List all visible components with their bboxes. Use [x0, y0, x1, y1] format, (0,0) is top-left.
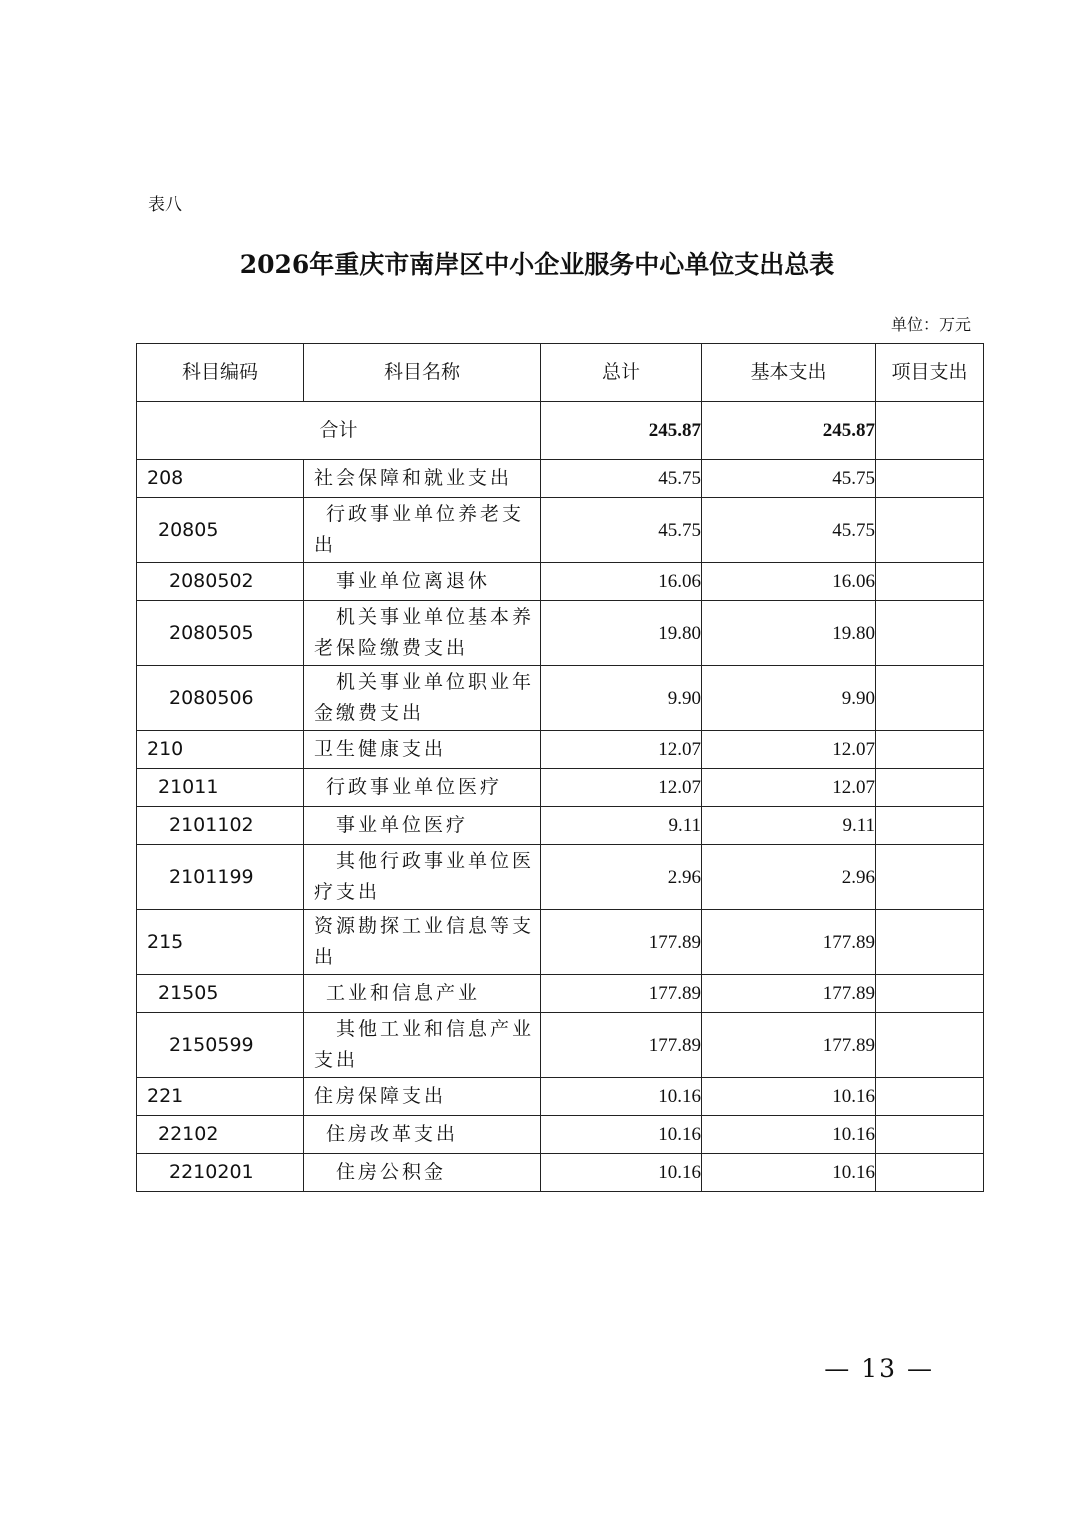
- table-row: [137, 1154, 984, 1192]
- row-basic: 45.75: [702, 460, 876, 498]
- table-row: [137, 1116, 984, 1154]
- row-project: [876, 666, 984, 731]
- row-name: 机关事业单位基本养老保险缴费支出: [304, 601, 541, 666]
- row-project: [876, 731, 984, 769]
- row-name: 社会保障和就业支出: [304, 460, 541, 498]
- row-basic: 12.07: [702, 731, 876, 769]
- table-row: [137, 563, 984, 601]
- row-name: 其他行政事业单位医疗支出: [304, 845, 541, 910]
- row-basic: 10.16: [702, 1154, 876, 1192]
- expenditure-table: [136, 343, 984, 1192]
- row-total: 12.07: [541, 731, 702, 769]
- table-number-label: 表八: [148, 195, 182, 215]
- table-row: [137, 910, 984, 975]
- row-code: 22102: [137, 1116, 304, 1154]
- header-project: 项目支出: [876, 344, 984, 402]
- table-row: [137, 498, 984, 563]
- table-row: [137, 601, 984, 666]
- row-code: 21011: [137, 769, 304, 807]
- row-project: [876, 1078, 984, 1116]
- row-basic: 19.80: [702, 601, 876, 666]
- row-name: 住房保障支出: [304, 1078, 541, 1116]
- row-basic: 177.89: [702, 975, 876, 1013]
- row-total: 9.11: [541, 807, 702, 845]
- header-basic: 基本支出: [702, 344, 876, 402]
- row-code: 20805: [137, 498, 304, 563]
- row-basic: 177.89: [702, 1013, 876, 1078]
- row-name: 行政事业单位养老支出: [304, 498, 541, 563]
- row-total: 12.07: [541, 769, 702, 807]
- row-total: 16.06: [541, 563, 702, 601]
- row-basic: 10.16: [702, 1078, 876, 1116]
- page-number: [0, 1352, 1074, 1386]
- table-row: [137, 731, 984, 769]
- row-name: 事业单位医疗: [304, 807, 541, 845]
- row-code: 2101102: [137, 807, 304, 845]
- row-total: 10.16: [541, 1078, 702, 1116]
- row-basic: 2.96: [702, 845, 876, 910]
- row-code: 2101199: [137, 845, 304, 910]
- header-total: 总计: [541, 344, 702, 402]
- table-row: [137, 807, 984, 845]
- row-code: 2080506: [137, 666, 304, 731]
- row-total: 177.89: [541, 975, 702, 1013]
- row-code: 2080502: [137, 563, 304, 601]
- total-label: 合计: [137, 402, 541, 460]
- table-row: [137, 769, 984, 807]
- row-name: 卫生健康支出: [304, 731, 541, 769]
- row-name: 住房公积金: [304, 1154, 541, 1192]
- row-project: [876, 975, 984, 1013]
- table-row: [137, 460, 984, 498]
- row-code: 210: [137, 731, 304, 769]
- header-code: 科目编码: [137, 344, 304, 402]
- table-row: [137, 1078, 984, 1116]
- row-name: 行政事业单位医疗: [304, 769, 541, 807]
- row-total: 177.89: [541, 1013, 702, 1078]
- row-basic: 10.16: [702, 1116, 876, 1154]
- header-name: 科目名称: [304, 344, 541, 402]
- total-amount: 245.87: [541, 402, 702, 460]
- row-project: [876, 601, 984, 666]
- row-name: 住房改革支出: [304, 1116, 541, 1154]
- row-total: 177.89: [541, 910, 702, 975]
- row-project: [876, 498, 984, 563]
- row-project: [876, 563, 984, 601]
- total-project: [876, 402, 984, 460]
- page-title: 2026年重庆市南岸区中小企业服务中心单位支出总表: [239, 250, 835, 279]
- unit-label: 单位：万元: [890, 315, 971, 334]
- row-project: [876, 807, 984, 845]
- row-code: 208: [137, 460, 304, 498]
- row-project: [876, 910, 984, 975]
- row-total: 45.75: [541, 460, 702, 498]
- table-row: [137, 975, 984, 1013]
- row-basic: 177.89: [702, 910, 876, 975]
- table-header-row: [137, 344, 984, 402]
- row-name: 其他工业和信息产业支出: [304, 1013, 541, 1078]
- row-name: 机关事业单位职业年金缴费支出: [304, 666, 541, 731]
- row-code: 215: [137, 910, 304, 975]
- row-total: 10.16: [541, 1116, 702, 1154]
- table-row: [137, 845, 984, 910]
- total-row: [137, 402, 984, 460]
- row-name: 工业和信息产业: [304, 975, 541, 1013]
- row-code: 2150599: [137, 1013, 304, 1078]
- row-code: 21505: [137, 975, 304, 1013]
- row-name: 事业单位离退休: [304, 563, 541, 601]
- row-total: 45.75: [541, 498, 702, 563]
- row-project: [876, 1116, 984, 1154]
- row-basic: 45.75: [702, 498, 876, 563]
- row-project: [876, 1154, 984, 1192]
- row-basic: 16.06: [702, 563, 876, 601]
- row-code: 2210201: [137, 1154, 304, 1192]
- row-name: 资源勘探工业信息等支出: [304, 910, 541, 975]
- row-project: [876, 769, 984, 807]
- table-row: [137, 666, 984, 731]
- page-number-text: — 13 —: [824, 1354, 934, 1383]
- row-basic: 9.11: [702, 807, 876, 845]
- row-total: 19.80: [541, 601, 702, 666]
- row-code: 221: [137, 1078, 304, 1116]
- row-total: 10.16: [541, 1154, 702, 1192]
- row-total: 2.96: [541, 845, 702, 910]
- row-basic: 12.07: [702, 769, 876, 807]
- row-basic: 9.90: [702, 666, 876, 731]
- table-row: [137, 1013, 984, 1078]
- row-project: [876, 460, 984, 498]
- row-total: 9.90: [541, 666, 702, 731]
- total-basic: 245.87: [702, 402, 876, 460]
- row-code: 2080505: [137, 601, 304, 666]
- row-project: [876, 845, 984, 910]
- row-project: [876, 1013, 984, 1078]
